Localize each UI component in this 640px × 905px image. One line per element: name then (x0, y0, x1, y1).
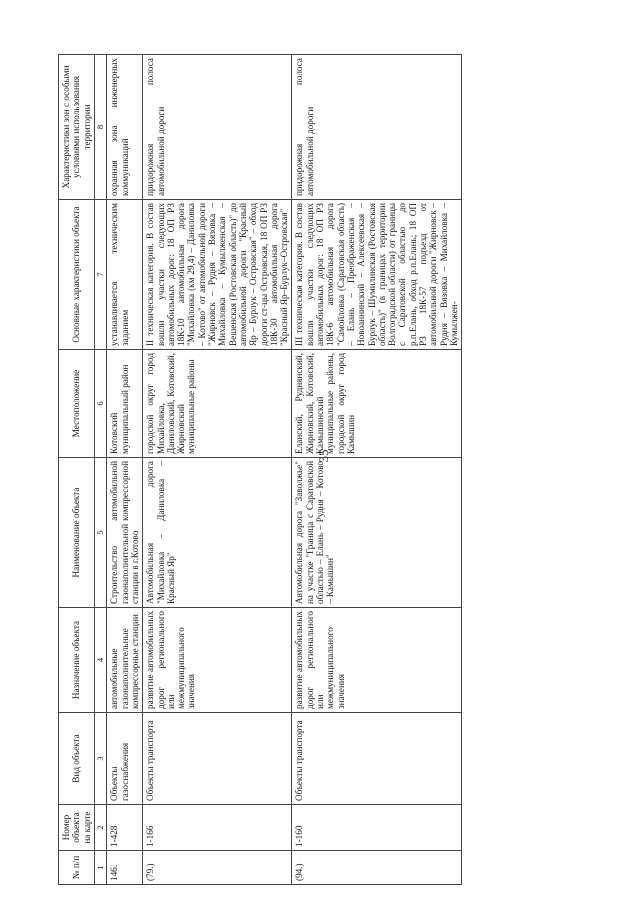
col-header: Местоположение (59, 350, 95, 458)
col-header: Вид объекта (59, 713, 95, 805)
row-number: (79.) (143, 851, 292, 885)
table-row (143, 55, 292, 885)
object-location: городской округ город Михайловка, Даниловский, Котовский, Жирновский муниципальные районы (143, 350, 292, 458)
row-number: 146. (107, 851, 143, 885)
col-header: Характеристики зон с особыми условиями использования территории (59, 55, 95, 200)
column-number-row (94, 55, 107, 885)
map-number: 1-166 (143, 805, 292, 851)
object-name: Автомобильная дорога "Заволжье" на участке "Граница с Саратовской областью – Елань – Рудня – Котово – Камышин" (292, 458, 462, 608)
object-zones: охранная зона инженерных коммуникаций (107, 55, 143, 200)
object-purpose: развитие автомобильных дорог регионального или межмуниципального значения (143, 608, 292, 713)
column-number: 8 (94, 55, 107, 200)
object-characteristics: устанавливается техническим заданием (107, 200, 143, 350)
table-header-row (59, 55, 95, 885)
column-number: 6 (94, 350, 107, 458)
object-kind: Объекты транспорта (292, 713, 462, 805)
col-header: Наименование объекта (59, 458, 95, 608)
objects-table (58, 54, 462, 885)
object-characteristics: II техническая категория. В состав вошли участки следующих автомобильных дорог: 18 ОП РЗ 18К-10 автомобильная дорога "Михайловка (км 29,4) – Даниловка – Котово" от автомобильной дороги "Жирновск – Рудня – Вязовка – Михайловка – Кумылженская – Вешенская (Ростовская область)" до автомобильной дороги "Красный Яр – Бурлук – Островская" – обход дороги ст-цы Островская, 18 ОП РЗ 18К-30 автомобильная дорога "Красный Яр–Бурлук–Островская" (143, 200, 292, 350)
column-number: 3 (94, 713, 107, 805)
row-number: (94.) (292, 851, 462, 885)
col-header: Номер объекта на карте (59, 805, 95, 851)
column-number: 1 (94, 851, 107, 885)
object-zones: придорожная полоса автомобильной дороги (143, 55, 292, 200)
col-header: Назначение объекта (59, 608, 95, 713)
object-name: Строительство автомобильной газонаполнительной компрессорной станции в г.Котово (107, 458, 143, 608)
object-location: Еланский, Руднянский, Жирновский, Котовский, Камышинский муниципальные районы, городской округ город Камышин (292, 350, 462, 458)
map-number: 1-428 (107, 805, 143, 851)
object-characteristics: III техническая категория. В состав вошли участки следующих автомобильных дорог: 18 ОП РЗ 18К-6 автомобильная дорога "Самойловка (Саратовская область) – Елань – Преображенская – Новоаннинский – Алексеевская – Бурлук – Шумилинская (Ростовская область)" (в границах территории Волгоградской области) от границы с Саратовской областью до р.п.Елань, обход р.п.Елань; 18 ОП РЗ 18К-57 подъезд от автомобильной дороги "Жирновск – Рудня – Вязовка – Михайловка – Кумылжен- (292, 200, 462, 350)
column-number: 7 (94, 200, 107, 350)
object-location: Котовский муниципальный район (107, 350, 143, 458)
object-purpose: развитие автомобильных дорог регионального или межмуниципального значения (292, 608, 462, 713)
col-header: № п/п (59, 851, 95, 885)
rotated-table-sheet (58, 55, 618, 885)
object-kind: Объекты транспорта (143, 713, 292, 805)
column-number: 2 (94, 805, 107, 851)
table-row (107, 55, 143, 885)
object-kind: Объекты газоснабжения (107, 713, 143, 805)
map-number: 1-160 (292, 805, 462, 851)
table-row (292, 55, 462, 885)
column-number: 5 (94, 458, 107, 608)
object-purpose: автомобильные газонаполнительные компрессорные станции (107, 608, 143, 713)
object-name: Автомобильная дорога "Михайловка – Даниловка – Красный Яр" (143, 458, 292, 608)
col-header: Основные характеристики объекта (59, 200, 95, 350)
object-zones: придорожная полоса автомобильной дороги (292, 55, 462, 200)
column-number: 4 (94, 608, 107, 713)
page-number: 35 (316, 449, 331, 463)
